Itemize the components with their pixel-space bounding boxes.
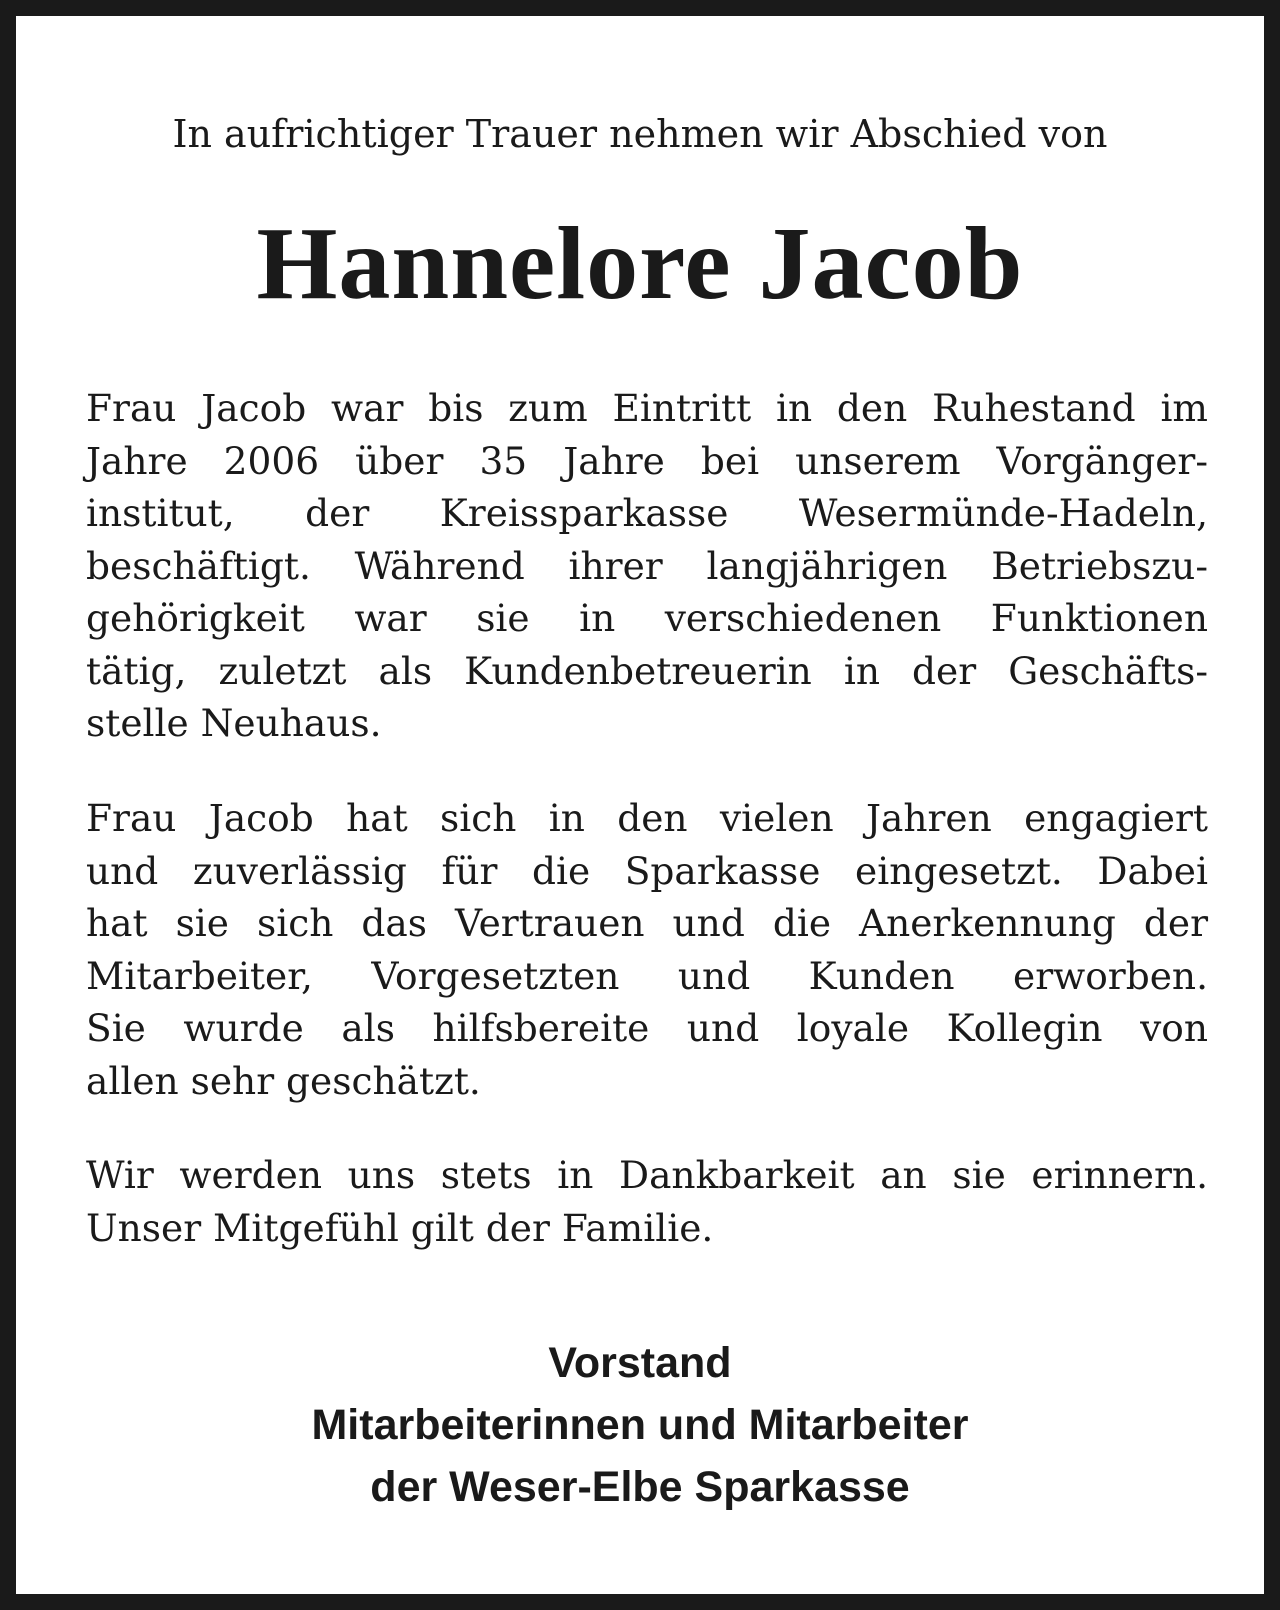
deceased-name: Hannelore Jacob <box>256 206 1024 321</box>
paragraph-closing <box>86 1149 1208 1254</box>
text-line: gehörigkeit war sie in verschiedenen Funktionen <box>86 596 1208 640</box>
text-line: Jahre 2006 über 35 Jahre bei unserem Vorgänger- <box>86 438 1208 483</box>
text-line: Wir werden uns stets in Dankbarkeit an sie erinnern. <box>86 1153 1208 1197</box>
signature-line-bank: der Weser-Elbe Sparkasse <box>370 1463 910 1511</box>
text-line: beschäftigt. Während ihrer langjährigen Betriebszu- <box>86 543 1208 588</box>
text-line: Sie wurde als hilfsbereite und loyale Kollegin von <box>86 1006 1208 1050</box>
text-line: stelle Neuhaus. <box>86 701 382 745</box>
intro-line: In aufrichtiger Trauer nehmen wir Abschied von <box>172 112 1108 156</box>
text-line: Frau Jacob war bis zum Eintritt in den Ruhestand im <box>86 386 1208 430</box>
text-line: Mitarbeiter, Vorgesetzten und Kunden erworben. <box>86 953 1208 998</box>
text-line: Frau Jacob hat sich in den vielen Jahren engagiert <box>86 796 1208 840</box>
signature-block <box>16 1332 1264 1518</box>
text-line: Unser Mitgefühl gilt der Familie. <box>86 1205 714 1250</box>
signature-line-board: Vorstand <box>548 1339 732 1387</box>
signature-line-staff: Mitarbeiterinnen und Mitarbeiter <box>311 1401 969 1449</box>
text-line: allen sehr geschätzt. <box>86 1058 481 1103</box>
text-line: hat sie sich das Vertrauen und die Anerkennung der <box>86 901 1208 945</box>
text-line: tätig, zuletzt als Kundenbetreuerin in der Geschäfts- <box>86 648 1208 693</box>
paragraph-appreciation <box>86 792 1208 1107</box>
paragraph-career <box>86 382 1208 750</box>
text-line: und zuverlässig für die Sparkasse eingesetzt. Dabei <box>86 848 1208 893</box>
text-line: institut, der Kreissparkasse Wesermünde-Hadeln, <box>86 491 1208 535</box>
